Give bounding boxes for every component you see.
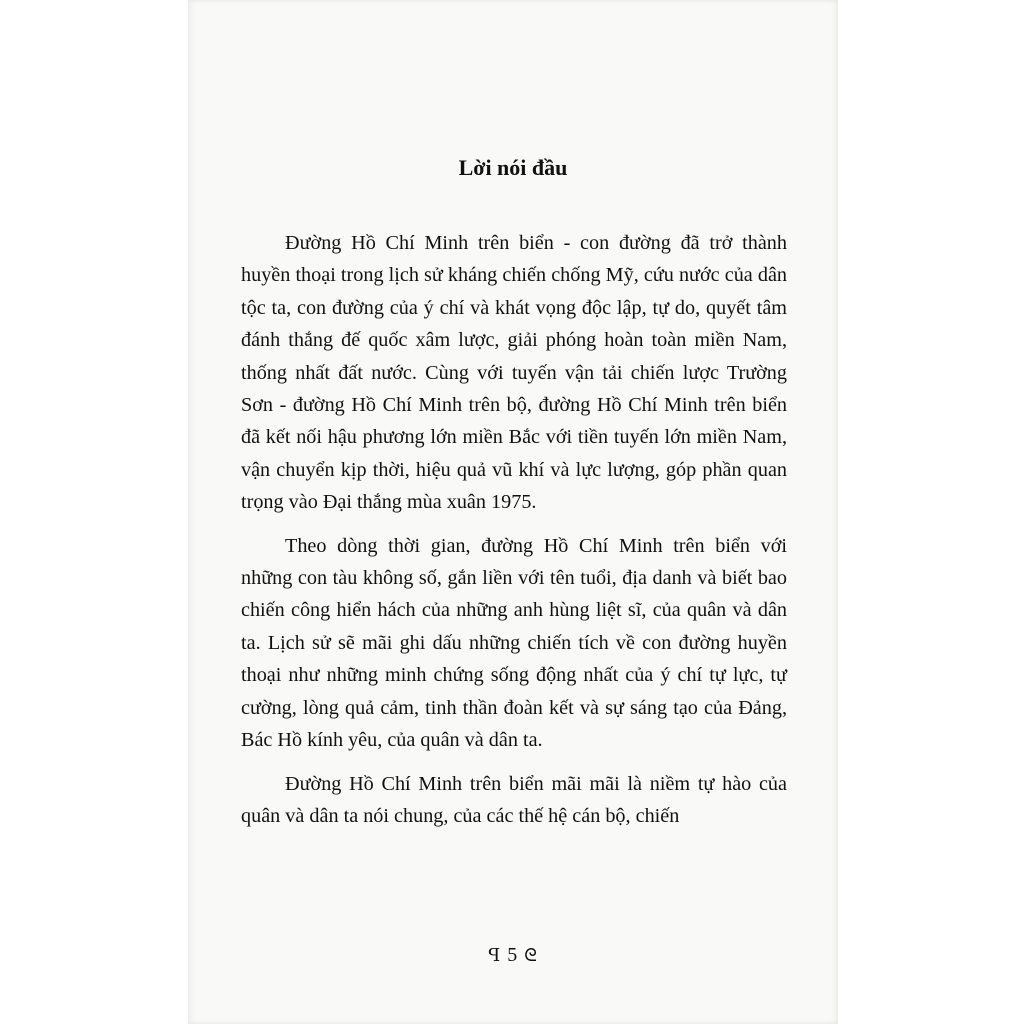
show-through-texture xyxy=(238,70,778,103)
left-ornament-icon: ꟼ xyxy=(488,945,502,965)
paragraph-1: Đường Hồ Chí Minh trên biển - con đường đã trở thành huyền thoại trong lịch sử kháng chiến chống Mỹ, cứu nước của dân tộc ta, con đường của ý chí và khát vọng độc lập, tự do, quyết tâm đánh thắng đế quốc xâm lược, giải phóng hoàn toàn miền Nam, thống nhất đất nước. Cùng với tuyến vận tải chiến lược Trường Sơn - đường Hồ Chí Minh trên bộ, đường Hồ Chí Minh trên biển đã kết nối hậu phương lớn miền Bắc với tiền tuyến lớn miền Nam, vận chuyển kịp thời, hiệu quả vũ khí và lực lượng, góp phần quan trọng vào Đại thắng mùa xuân 1975. xyxy=(241,232,787,514)
body-text xyxy=(241,227,787,832)
paragraph-2: Theo dòng thời gian, đường Hồ Chí Minh trên biển với những con tàu không số, gắn liền với tên tuổi, địa danh và biết bao chiến công hiển hách của những anh hùng liệt sĩ, của quân và dân ta. Lịch sử sẽ mãi ghi dấu những chiến tích về con đường huyền thoại như những minh chứng sống động nhất của ý chí tự lực, tự cường, lòng quả cảm, tinh thần đoàn kết và sự sáng tạo của Đảng, Bác Hồ kính yêu, của quân và dân ta. xyxy=(241,534,787,752)
page-title: Lời nói đầu xyxy=(458,155,568,180)
page-number-value: 5 xyxy=(507,944,519,966)
paragraph-3: Đường Hồ Chí Minh trên biển mãi mãi là niềm tự hào của quân và dân ta nói chung, của các thế hệ cán bộ, chiến xyxy=(241,772,787,827)
right-ornament-icon: ᘓ xyxy=(524,945,538,965)
book-page xyxy=(188,0,838,1024)
page-number xyxy=(188,944,838,967)
